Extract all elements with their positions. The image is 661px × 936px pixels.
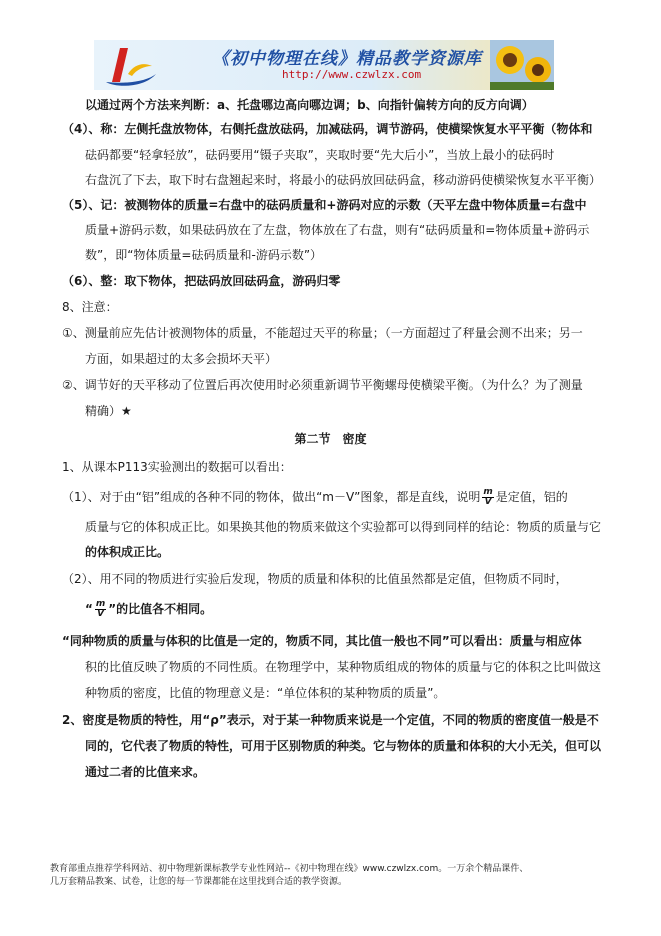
text-line bbox=[62, 196, 587, 214]
text-span: 同的，它代表了物质的特性，可用于区别物质的种类。它与物体的质量和体积的大小无关，但可以 bbox=[85, 739, 602, 753]
text-line bbox=[62, 632, 582, 650]
text-span: “ bbox=[85, 602, 93, 616]
logo-icon bbox=[98, 42, 160, 88]
section-heading-text: 第二节 密度 bbox=[294, 432, 367, 446]
text-line bbox=[62, 120, 592, 138]
text-line bbox=[85, 518, 601, 536]
text-line bbox=[85, 171, 601, 189]
text-line bbox=[85, 658, 601, 676]
text-span: 以通过两个方法来判断：a、托盘哪边高向哪边调；b、向指针偏转方向的反方向调） bbox=[85, 98, 534, 112]
section-heading bbox=[0, 430, 661, 448]
text-span: 的体积成正比。 bbox=[85, 545, 170, 559]
text-line bbox=[85, 96, 534, 114]
text-span: 1、从课本P113实验测出的数据可以看出： bbox=[62, 460, 292, 474]
footer-line: 教育部重点推荐学科网站、初中物理新课标教学专业性网站--《初中物理在线》www.czwlzx.com。一万余个精品课件、 bbox=[50, 864, 529, 874]
text-span: （2）、用不同的物质进行实验后发现，物质的质量和体积的比值虽然都是定值，但物质不同时， bbox=[62, 572, 568, 586]
footer-line: 几万套精品教案、试卷，让您的每一节课都能在这里找到合适的教学资源。 bbox=[50, 877, 348, 887]
text-span: （4）、称：左侧托盘放物体，右侧托盘放砝码，加减砝码，调节游码，使横梁恢复水平平衡（物体和 bbox=[62, 122, 593, 136]
text-span: 是定值，铝的 bbox=[495, 490, 568, 504]
header-banner bbox=[94, 40, 554, 90]
text-line bbox=[85, 350, 277, 368]
fraction-denominator: V bbox=[97, 609, 105, 619]
text-line bbox=[62, 488, 568, 507]
sunflower-image bbox=[490, 40, 554, 90]
text-span: ②、调节好的天平移动了位置后再次使用时必须重新调节平衡螺母使横梁平衡。（为什么？为了测量 bbox=[62, 378, 583, 392]
text-span: （1）、对于由“铝”组成的各种不同的物体，做出“m－V”图象，都是直线，说明 bbox=[62, 490, 481, 504]
text-span: 精确）★ bbox=[85, 404, 132, 418]
mass-volume-fraction bbox=[95, 600, 106, 619]
text-line bbox=[62, 324, 583, 342]
text-line bbox=[85, 402, 132, 420]
text-line bbox=[85, 737, 601, 755]
text-span: 质量与它的体积成正比。如果换其他的物质来做这个实验都可以得到同样的结论：物质的质量与它 bbox=[85, 520, 602, 534]
text-line bbox=[85, 221, 589, 239]
text-line bbox=[85, 246, 322, 264]
text-span: 2、密度是物质的特性，用“ρ”表示，对于某一种物质来说是一个定值，不同的物质的密度值一般是不 bbox=[62, 713, 599, 727]
text-span: 右盘沉了下去，取下时右盘翘起来时，将最小的砝码放回砝码盒，移动游码使横梁恢复水平平衡） bbox=[85, 173, 602, 187]
text-span: ”的比值各不相同。 bbox=[108, 602, 213, 616]
mass-volume-fraction bbox=[482, 488, 493, 507]
text-span: （5）、记：被测物体的质量=右盘中的砝码质量和+游码对应的示数（天平左盘中物体质量=右盘中 bbox=[62, 198, 587, 212]
page-footer bbox=[50, 863, 610, 889]
text-span: 8、注意： bbox=[62, 300, 118, 314]
text-line bbox=[62, 570, 568, 588]
banner-title: 《初中物理在线》精品教学资源库 bbox=[212, 49, 482, 69]
text-span: 通过二者的比值来求。 bbox=[85, 765, 206, 779]
text-line bbox=[62, 376, 583, 394]
text-span: ①、测量前应先估计被测物体的质量，不能超过天平的称量；（一方面超过了秤量会测不出来；另一 bbox=[62, 326, 583, 340]
banner-url: http://www.czwlzx.com bbox=[282, 68, 422, 81]
text-line bbox=[85, 543, 169, 561]
text-span: 砝码都要“轻拿轻放”，砝码要用“镊子夹取”，夹取时要“先大后小”，当放上最小的砝码时 bbox=[85, 148, 555, 162]
text-span: 方面，如果超过的太多会损坏天平） bbox=[85, 352, 278, 366]
text-line bbox=[85, 146, 554, 164]
text-span: 数”，即“物体质量=砝码质量和-游码示数”） bbox=[85, 248, 323, 262]
fraction-denominator: V bbox=[484, 497, 492, 507]
text-line bbox=[62, 711, 599, 729]
fraction-numerator: m bbox=[95, 599, 106, 609]
text-span: 质量+游码示数，如果砝码放在了左盘，物体放在了右盘，则有“砝码质量和=物体质量+游码示 bbox=[85, 223, 590, 237]
text-line bbox=[85, 763, 205, 781]
text-line bbox=[62, 272, 340, 290]
fraction-numerator: m bbox=[483, 487, 493, 497]
text-span: 积的比值反映了物质的不同性质。在物理学中，某种物质组成的物体的质量与它的体积之比叫做这 bbox=[85, 660, 602, 674]
text-line bbox=[85, 684, 445, 702]
text-span: （6）、整：取下物体，把砝码放回砝码盒，游码归零 bbox=[62, 274, 341, 288]
text-line bbox=[85, 600, 212, 619]
text-line bbox=[62, 298, 118, 316]
text-span: 种物质的密度，比值的物理意义是：“单位体积的某种物质的质量”。 bbox=[85, 686, 446, 700]
text-span: “同种物质的质量与体积的比值是一定的，物质不同，其比值一般也不同”可以看出：质量与相应体 bbox=[62, 634, 582, 648]
text-line bbox=[62, 458, 292, 476]
